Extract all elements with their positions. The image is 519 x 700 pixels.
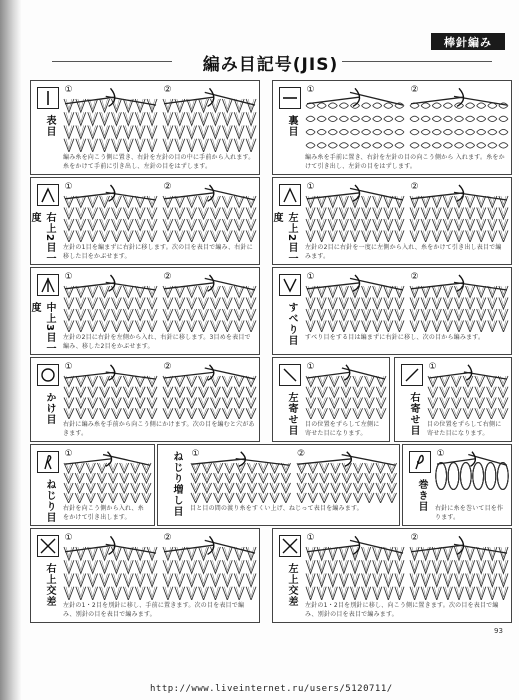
step-number-icon: ② <box>163 182 172 192</box>
stitch-name: 右寄せ目 <box>408 392 419 436</box>
cross-symbol-icon <box>37 535 59 557</box>
stitch-name: 裏目 <box>286 115 297 137</box>
stitch-illustration <box>162 272 257 332</box>
stitch-name: 左寄せ目 <box>286 392 297 436</box>
stitch-illustration <box>305 85 405 152</box>
stitch-illustration <box>190 449 292 503</box>
stitch-illustration <box>296 449 398 503</box>
step-number-icon: ② <box>163 533 172 543</box>
stitch-illustration <box>63 85 158 152</box>
step-number-icon: ① <box>436 449 445 459</box>
step-number-icon: ② <box>163 362 172 372</box>
stitch-description: 右針に糸を巻いて目を作ります。 <box>435 505 504 521</box>
symbol-cell-twisted-inc <box>157 444 400 526</box>
left-lean-symbol-icon <box>279 364 301 386</box>
stitch-illustration <box>409 272 509 332</box>
stitch-description: 左針の2目に右針を左側から入れ、右針に移します。3目めを表目で編み、移した2目をかぶせます。 <box>63 334 251 350</box>
symbol-cell-cross-right <box>30 528 260 623</box>
stitch-description: 編み糸を手前に置き、右針を左針の目の向こう側から 入れます。糸をかけて引き出し、左針の目をはずします。 <box>305 154 505 170</box>
symbol-cell-slip <box>272 267 512 355</box>
step-number-icon: ① <box>306 533 315 543</box>
watermark-url: http://www.liveinternet.ru/users/5120711/ <box>150 684 393 694</box>
stitch-illustration <box>162 533 257 600</box>
step-number-icon: ① <box>64 362 73 372</box>
knit-symbol-icon <box>37 87 59 109</box>
step-number-icon: ① <box>64 182 73 192</box>
stitch-name: 表目 <box>44 115 55 137</box>
stitch-illustration <box>409 182 509 242</box>
stitch-description: 目と目の間の渡り糸をすくい上げ、ねじって表目を編みます。 <box>190 505 363 512</box>
symbol-cell-knit <box>30 80 260 175</box>
symbol-cell-cross-left <box>272 528 512 623</box>
step-number-icon: ② <box>163 85 172 95</box>
stitch-illustration <box>305 533 405 600</box>
left-dec-symbol-icon <box>279 184 301 206</box>
symbol-cell-twisted <box>30 444 155 526</box>
step-number-icon: ① <box>306 272 315 282</box>
stitch-name: かけ目 <box>44 392 55 425</box>
stitch-description: 編み糸を向こう側に置き、右針を左針の目の中に手前から入れます。 糸をかけて手前に引き出し、左針の目をはずします。 <box>63 154 255 170</box>
stitch-name: すべり目 <box>286 302 297 346</box>
stitch-name: 右上交差 <box>44 563 55 607</box>
stitch-illustration <box>162 362 257 419</box>
page-number: 93 <box>494 627 503 635</box>
symbol-cell-purl <box>272 80 512 175</box>
step-number-icon: ② <box>410 182 419 192</box>
step-number-icon: ② <box>163 272 172 282</box>
step-number-icon: ② <box>410 85 419 95</box>
symbol-cell-k2tog-right <box>30 177 260 265</box>
stitch-illustration <box>63 182 158 242</box>
page-title: 編み目記号(JIS) <box>202 55 339 75</box>
stitch-name: 左上2目一度 <box>271 212 297 264</box>
stitch-description: 右針に編み糸を手前から向こう側にかけます。次の目を編むと穴があきます。 <box>63 421 255 437</box>
step-number-icon: ② <box>410 533 419 543</box>
stitch-name: ねじり増し目 <box>171 451 182 517</box>
step-number-icon: ② <box>410 272 419 282</box>
stitch-name: 左上交差 <box>286 563 297 607</box>
stitch-illustration <box>427 362 509 419</box>
stitch-illustration <box>162 182 257 242</box>
stitch-name: 中上3目一度 <box>29 302 55 354</box>
step-number-icon: ① <box>64 533 73 543</box>
title-rule-right <box>342 61 492 62</box>
stitch-description: 右針を向こう側から入れ、糸をかけて引き出します。 <box>63 505 144 521</box>
stitch-illustration <box>63 449 152 503</box>
yo-symbol-icon <box>37 364 59 386</box>
center-dec-symbol-icon <box>37 274 59 296</box>
stitch-illustration <box>63 533 158 600</box>
twist-symbol-icon <box>37 451 59 473</box>
stitch-illustration <box>435 449 509 503</box>
step-number-icon: ① <box>306 85 315 95</box>
stitch-name: 右上2目一度 <box>29 212 55 264</box>
slip-symbol-icon <box>279 274 301 296</box>
symbol-cell-left-twist <box>272 357 390 442</box>
step-number-icon: ① <box>191 449 200 459</box>
step-number-icon: ② <box>296 449 306 459</box>
stitch-illustration <box>63 272 158 332</box>
stitch-description: 左針の2目に右針を一度に左側から入れ、糸をかけて引き出し表目で編みます。 <box>305 244 502 260</box>
stitch-name: 巻き目 <box>416 479 427 512</box>
step-number-icon: ① <box>64 272 73 282</box>
stitch-name: ねじり目 <box>44 479 55 523</box>
purl-symbol-icon <box>279 87 301 109</box>
symbol-cell-wrap <box>402 444 512 526</box>
category-tab: 棒針編み <box>431 33 505 50</box>
step-number-icon: ① <box>306 182 315 192</box>
book-page <box>22 0 519 700</box>
stitch-illustration <box>63 362 158 419</box>
stitch-illustration <box>409 533 509 600</box>
step-number-icon: ① <box>64 449 73 459</box>
symbol-cell-yarn-over <box>30 357 260 442</box>
step-number-icon: ① <box>428 362 437 372</box>
step-number-icon: ① <box>64 85 73 95</box>
stitch-description: 目の位置をずらして左側に寄せた目になります。 <box>305 421 380 437</box>
symbol-cell-k2tog-left <box>272 177 512 265</box>
step-number-icon: ① <box>306 362 315 372</box>
symbol-cell-center-3tog <box>30 267 260 355</box>
symbol-cell-right-twist <box>394 357 512 442</box>
stitch-description: 左針の1・2目を別針に移し、手前に置きます。次の目を表目で編み、別針の目を表目で編みます。 <box>63 602 245 618</box>
stitch-illustration <box>305 182 405 242</box>
stitch-description: 目の位置をずらして右側に寄せた目になります。 <box>427 421 502 437</box>
cross-symbol-icon <box>279 535 301 557</box>
stitch-description: 左針の1目を編まずに右針に移します。次の目を表目で編み、右針に移した目をかぶせます。 <box>63 244 253 260</box>
scan-binding-shadow <box>0 0 22 700</box>
right-lean-symbol-icon <box>401 364 423 386</box>
stitch-illustration <box>305 362 387 419</box>
stitch-description: 左針の1・2目を別針に移し、向こう側に置きます。次の目を表目で編み、別針の目を表目で編みます。 <box>305 602 499 618</box>
wrap-symbol-icon <box>409 451 431 473</box>
stitch-description: すべり目をする目は編まずに右針に移し、次の目から編みます。 <box>305 334 485 341</box>
stitch-illustration <box>305 272 405 332</box>
stitch-illustration <box>162 85 257 152</box>
right-dec-symbol-icon <box>37 184 59 206</box>
stitch-illustration <box>409 85 509 152</box>
